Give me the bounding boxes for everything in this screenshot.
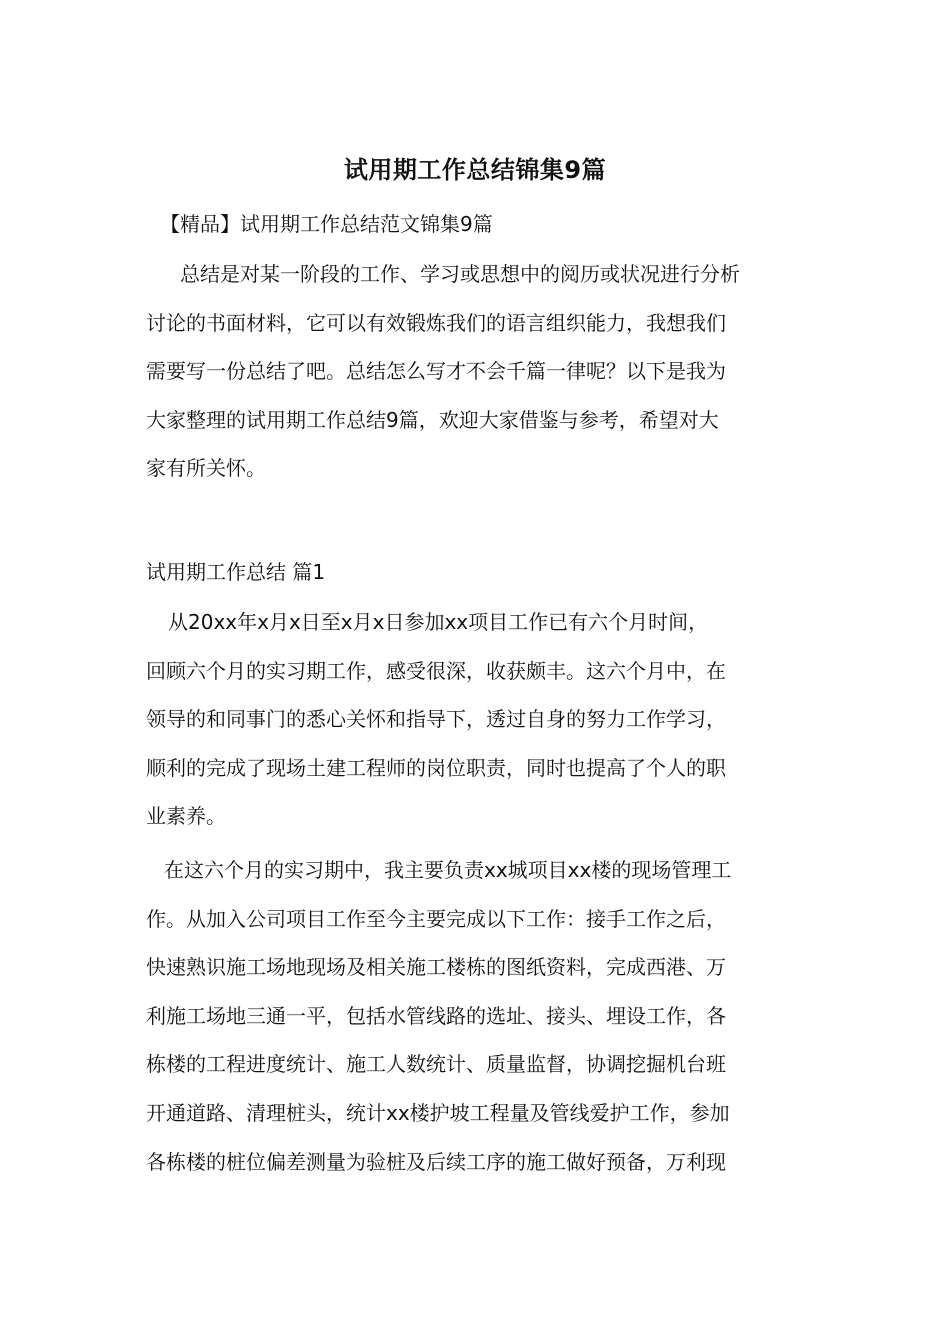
- paragraph-line: 快速熟识施工场地现场及相关施工楼栋的图纸资料，完成西港、万: [146, 955, 726, 980]
- paragraph-line: 栋楼的工程进度统计、施工人数统计、质量监督，协调挖掘机台班: [146, 1052, 726, 1077]
- intro-line: 家有所关怀。: [146, 456, 266, 481]
- body-paragraph-2: [146, 846, 812, 1186]
- document-subtitle: 【精品】试用期工作总结范文锦集9篇: [160, 212, 493, 236]
- intro-line: 大家整理的试用期工作总结9篇，欢迎大家借鉴与参考，希望对大: [146, 407, 719, 432]
- intro-line: 需要写一份总结了吧。总结怎么写才不会千篇一律呢？以下是我为: [146, 359, 726, 384]
- paragraph-line: 领导的和同事门的悉心关怀和指导下，透过自身的努力工作学习，: [146, 707, 726, 732]
- intro-line: 讨论的书面材料，它可以有效锻炼我们的语言组织能力，我想我们: [146, 310, 726, 335]
- body-paragraph-1: [146, 598, 812, 841]
- intro-line: 总结是对某一阶段的工作、学习或思想中的阅历或状况进行分析: [180, 262, 740, 286]
- document-title: 试用期工作总结锦集9篇: [343, 156, 607, 184]
- paragraph-line: 从20xx年x月x日至x月x日参加xx项目工作已有六个月时间，: [168, 610, 709, 634]
- paragraph-line: 利施工场地三通一平，包括水管线路的选址、接头、埋设工作，各: [146, 1003, 726, 1028]
- paragraph-line: 在这六个月的实习期中，我主要负责xx城项目xx楼的现场管理工: [164, 858, 732, 882]
- paragraph-line: 开通道路、清理桩头，统计xx楼护坡工程量及管线爱护工作，参加: [146, 1100, 730, 1125]
- paragraph-line: 回顾六个月的实习期工作，感受很深，收获颇丰。这六个月中，在: [146, 658, 726, 683]
- intro-paragraph: [146, 250, 812, 493]
- paragraph-line: 业素养。: [146, 804, 226, 829]
- paragraph-line: 作。从加入公司项目工作至今主要完成以下工作：接手工作之后，: [146, 906, 726, 931]
- paragraph-line: 顺利的完成了现场土建工程师的岗位职责，同时也提高了个人的职: [146, 755, 726, 780]
- section-heading: 试用期工作总结 篇1: [146, 560, 326, 584]
- paragraph-line: 各栋楼的桩位偏差测量为验桩及后续工序的施工做好预备，万利现: [146, 1149, 726, 1174]
